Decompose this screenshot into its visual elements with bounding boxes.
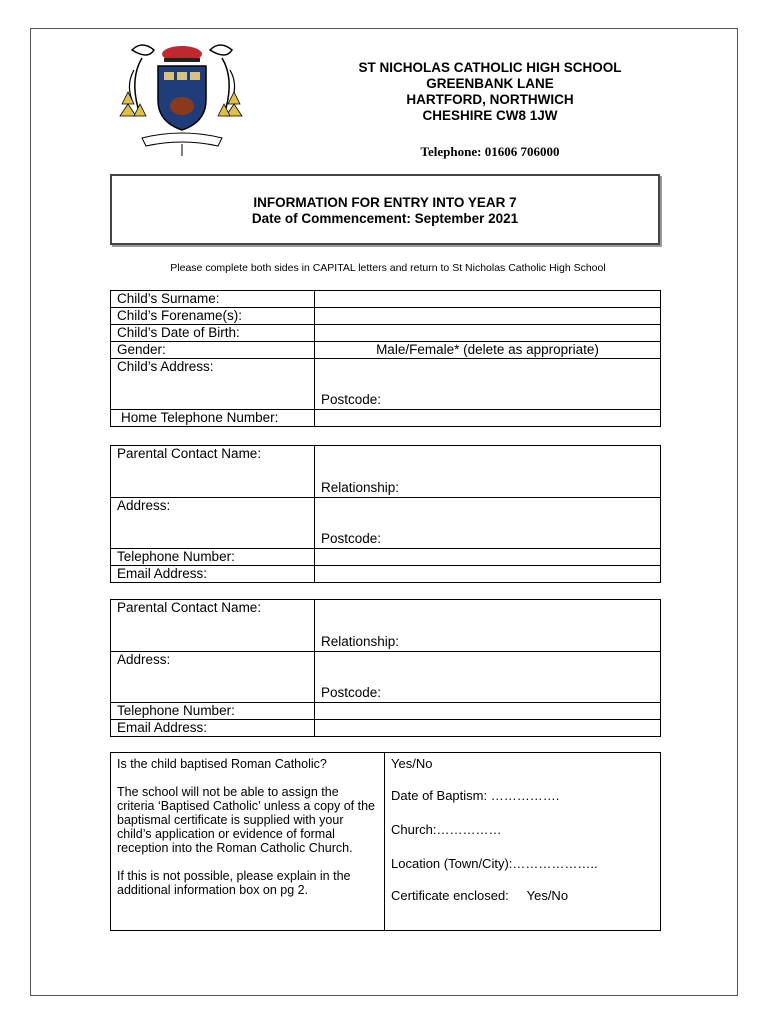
baptism-info-cell [111,753,385,931]
contact2-telephone-label: Telephone Number: [111,703,315,720]
gender-field[interactable]: Male/Female* (delete as appropriate) [315,342,661,359]
contact2-address-label: Address: [111,652,315,703]
baptism-answer-cell[interactable] [385,753,661,931]
contact1-telephone-label: Telephone Number: [111,549,315,566]
parental-contact-2-table [110,599,661,737]
child-address-field[interactable] [315,359,661,410]
commencement-date: Date of Commencement: September 2021 [251,211,519,226]
child-surname-field[interactable] [315,291,661,308]
child-dob-field[interactable] [315,325,661,342]
contact1-name-label: Parental Contact Name: [111,446,315,498]
baptism-note: The school will not be able to assign the criteria ‘Baptised Catholic’ unless a copy of the baptismal certificate is supplied with your child’s application or evidence of formal reception into the Roman Catholic Church. [117,785,376,855]
contact1-postcode-label: Postcode: [321,531,382,546]
contact2-email-label: Email Address: [111,720,315,737]
gender-label: Gender: [111,342,315,359]
contact2-name-field[interactable] [315,600,661,652]
form-title: INFORMATION FOR ENTRY INTO YEAR 7 [253,195,517,210]
home-telephone-label: Home Telephone Number: [111,410,315,427]
child-details-table [110,290,661,427]
contact1-address-label: Address: [111,498,315,549]
baptism-location-field[interactable]: Location (Town/City):……………….. [391,856,598,871]
school-address-block [320,60,660,124]
contact2-telephone-field[interactable] [315,703,661,720]
baptism-church-field[interactable]: Church:…………… [391,822,502,837]
contact2-postcode-label: Postcode: [321,685,382,700]
child-address-label: Child’s Address: [111,359,315,410]
contact2-name-label: Parental Contact Name: [111,600,315,652]
child-surname-label: Child’s Surname: [111,291,315,308]
baptism-table [110,752,661,931]
school-telephone: Telephone: 01606 706000 [420,144,560,159]
instructions: Please complete both sides in CAPITAL letters and return to St Nicholas Catholic High School [170,262,606,274]
child-forename-field[interactable] [315,308,661,325]
home-telephone-field[interactable] [315,410,661,427]
contact1-name-field[interactable] [315,446,661,498]
child-forename-label: Child’s Forename(s): [111,308,315,325]
child-dob-label: Child’s Date of Birth: [111,325,315,342]
contact1-telephone-field[interactable] [315,549,661,566]
baptism-note-2: If this is not possible, please explain in the additional information box on pg 2. [117,869,351,897]
contact1-address-field[interactable] [315,498,661,549]
contact1-email-field[interactable] [315,566,661,583]
contact1-relationship-label: Relationship: [321,480,400,495]
school-address-line: HARTFORD, NORTHWICH [406,92,574,107]
baptism-yes-no[interactable]: Yes/No [391,756,433,771]
child-postcode-label: Postcode: [321,392,382,407]
certificate-enclosed-field[interactable]: Certificate enclosed: Yes/No [391,888,569,903]
contact1-email-label: Email Address: [111,566,315,583]
school-address-line: GREENBANK LANE [426,76,554,91]
contact2-address-field[interactable] [315,652,661,703]
info-title-box [110,174,660,245]
school-crest-logo [112,40,252,160]
contact2-relationship-label: Relationship: [321,634,400,649]
school-address-line: CHESHIRE CW8 1JW [422,108,558,123]
school-name: ST NICHOLAS CATHOLIC HIGH SCHOOL [358,60,622,75]
baptism-date-field[interactable]: Date of Baptism: ……………. [391,788,560,803]
baptism-question: Is the child baptised Roman Catholic? [117,757,327,771]
parental-contact-1-table [110,445,661,583]
contact2-email-field[interactable] [315,720,661,737]
